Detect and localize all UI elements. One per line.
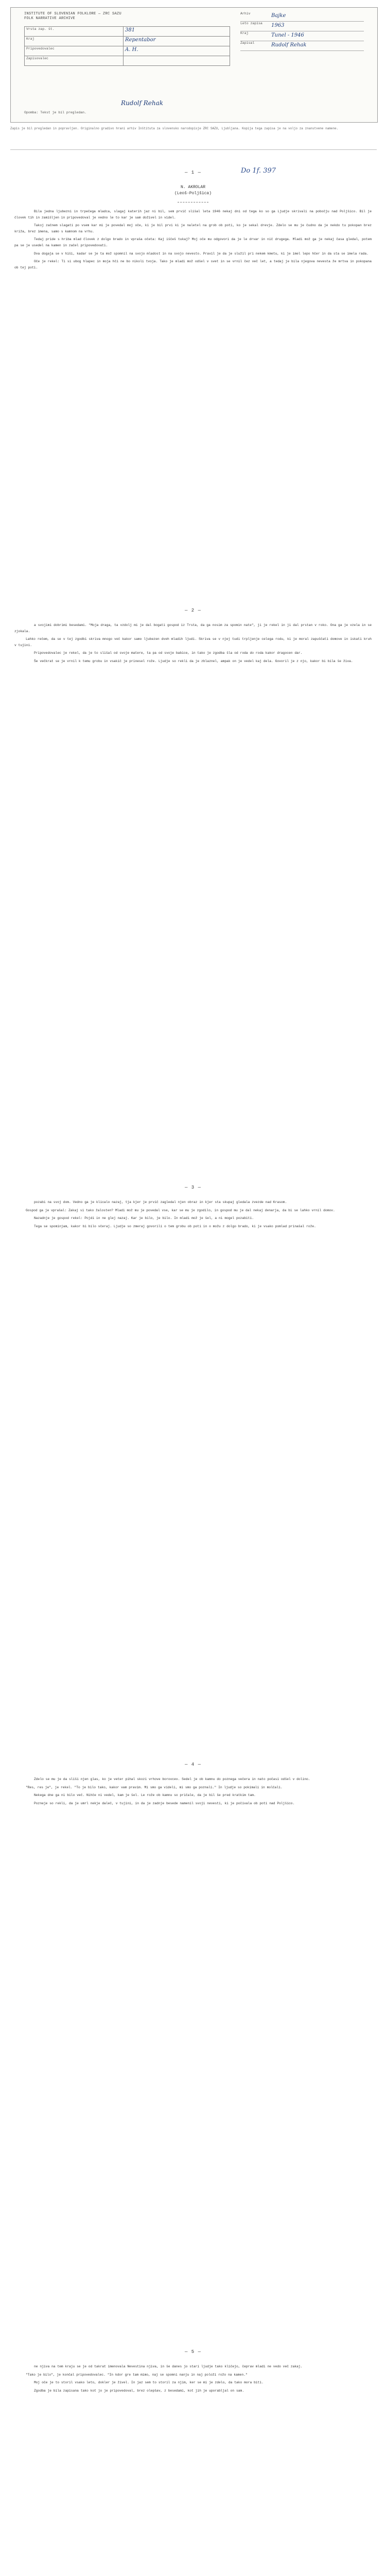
page-number: — 5 —	[184, 2349, 201, 2354]
handwritten-reference: Do 1f. 397	[241, 167, 276, 175]
typescript-page-5	[14, 2349, 372, 2396]
typescript-page-4	[14, 1762, 372, 1808]
card-right-row	[240, 31, 364, 41]
card-right-label: Leto zapisa	[240, 22, 262, 25]
paragraph: Zgodba je bila zapisana tako kot jo je pripovedoval, brez olepšav, z besedami, kot jih je uporabljal on sam.	[34, 2388, 244, 2393]
story-title	[14, 184, 372, 197]
paragraph: Nekega dne ga ni bilo več. Nihče ni vedel, kam je šel. Le rože ob kamnu so pričale, da je bil še pred kratkim tam.	[34, 1793, 256, 1798]
paragraph: pozabi na svoj dom. Vedno ga je klicalo nazaj, tja kjer je prvič zagledal njen obraz in kjer sta skupaj gledala zvezde nad Krasom.	[34, 1200, 287, 1204]
card-right-label: Zapisal	[240, 41, 255, 45]
paragraph: "Tako je bilo", je končal pripovedovalec. "In kdor gre tam mimo, naj se spomni nanju in naj položi rožo na kamen."	[26, 2372, 248, 2377]
card-field-value	[124, 56, 230, 66]
paragraph: Pripovedovalec je rekel, da je to slišal od svoje matere, ta pa od svoje babice, in tako je zgodba šla od roda do roda kakor dragocen dar.	[34, 651, 303, 655]
paragraph: a svojimi dobrimi besedami. "Moja draga, ta vzdolj mi je dal bogati gospod iz Trsta, da ga nosim za spomin nate", ji je rekel in ji dal prstan v roko. Ona ga je vzela in se zjokala.	[14, 623, 372, 633]
card-field-label: Pripovedovalec	[25, 46, 124, 56]
card-field-row	[25, 56, 230, 66]
paragraph: Moj oče je to storil vsako leto, dokler je živel. In jaz sem to storil za njim, ker se mi je zdelo, da tako mora biti.	[34, 2381, 264, 2385]
paragraph: Nazadnje je gospod rekel: Pojdi in ne glej nazaj. Kar je bilo, je bilo. In mladi mož je šel, a ni mogel pozabiti.	[34, 1216, 254, 1221]
paragraph: "Res, res je", je rekel. "To je bilo tako, kakor vam pravim. Mi smo ga videli, mi smo ga poznali." In ljudje so pokimali in molčali.	[26, 1785, 283, 1789]
card-right-row	[240, 22, 364, 31]
card-footer: Opomba: Tekst je bil pregledan.	[24, 111, 86, 114]
paragraph: Takoj začnem slagati po vsem kar mi je povedal moj oče, ki je bil prvi ki je naletel na grob ob poti, ko je sekal drevje. Zdelo se mu je čudno da je nekdo tu pokopan brez križa, brez imena, samo s kamnom na vrhu.	[14, 224, 372, 233]
page-number: — 2 —	[184, 608, 201, 613]
card-field-label: Zapisovalec	[25, 56, 124, 66]
paragraph: Gospod ga je vprašal: Zakaj si tako žalosten? Mladi mož mu je povedal vse, kar se mu je zgodilo, in gospod mu je dal nekaj denarja, da bi se lahko vrnil domov.	[26, 1208, 335, 1212]
paragraph: Lahko rečem, da se v tej zgodbi skriva mnogo več kakor samo ljubezen dveh mladih ljudi. Skriva se v njej tudi trpljenje celega rodu, ki je moral zapuščati domove in iskati kruh v tujini.	[14, 637, 372, 647]
card-right-value: 1963	[271, 23, 285, 28]
paragraph: ne njiva na tem kraju se je od takrat imenovala Nevestina njiva, in še danes jo stari ljudje tako kličejo, čeprav mladi ne vedo več zakaj.	[34, 2365, 303, 2368]
card-fields-table	[24, 26, 230, 66]
paragraph: Tega se spominjam, kakor bi bilo včeraj. Ljudje so zmeraj govorili o tem grobu ob poti in o možu z dolgo brado, ki je vsako pomlad prinašal rože.	[34, 1224, 316, 1228]
paragraph: Še večkrat se je vrnil k temu grobu in vsakič je prinesel rože. Ljudje so rekli da je zblaznel, ampak on je vedel kaj dela. Govoril je z njo, kakor bi bila še živa.	[34, 659, 353, 663]
typescript-page-3	[14, 1185, 372, 1231]
card-right-row	[240, 12, 364, 22]
card-right-label: Kraj	[240, 31, 249, 35]
card-right-value: Tunel - 1946	[271, 32, 304, 38]
card-right-row	[240, 41, 364, 51]
card-field-value: A. H.	[124, 46, 230, 56]
card-header-institute: INSTITUTE OF SLOVENIAN FOLKLORE — ZRC SAZU	[24, 12, 122, 16]
card-field-value: 381	[124, 27, 230, 37]
card-field-label: Vrsta zap. št.	[25, 27, 124, 37]
archive-index-card	[10, 7, 378, 123]
typescript-page-2	[14, 608, 372, 667]
page-number: — 4 —	[184, 1762, 201, 1767]
card-signature: Rudolf Rehak	[121, 99, 164, 107]
card-field-row	[25, 37, 230, 46]
paragraph: Dva dogaja se v hiši, kadar se je ta mož spomnil na svojo mladost in na svojo nevesto. Pravil je da je služil pri nekem kmetu, ki je imel lepo hčer in da sta se imela rada.	[34, 251, 369, 256]
card-right-value: Bajke	[271, 13, 286, 19]
paragraph: Tedaj pride s hriba mlad človek z dolgo brado in vpraša očeta: Kaj iščeš tukaj? Moj oče mu odgovori da je le drvar in nič drugega. Mladi mož ga je nekaj časa gledal, potem pa se je usedel na kamen in začel pripovedovati.	[14, 238, 372, 247]
card-right-value: Rudolf Rehak	[271, 42, 307, 48]
paragraph: Zdelo se mu je da sliši njen glas, ko je veter pihal skozi vrhove borovcev. Sedel je ob kamnu do poznega večera in nato počasi odšel v dolino.	[34, 1777, 310, 1781]
card-field-label: Kraj	[25, 37, 124, 46]
page-number: — 3 —	[184, 1185, 201, 1190]
card-right-label: Arhiv	[240, 12, 251, 15]
paragraph: Oče je rekel: Ti si ubog hlapec in moja hči ne bo nikoli tvoja. Tako je mladi mož odšel v svet in se vrnil čez več let, a tedaj je bila njegova nevesta že mrtva in pokopana ob tej poti.	[14, 260, 372, 269]
card-right-column	[240, 12, 364, 51]
paragraph: Pozneje so rekli, da je umrl nekje daleč, v tujini, in da je zadnje besede namenil svoji nevesti, ki je počivala ob poti nad Poljšico.	[34, 1801, 295, 1805]
archive-note-strip: Zapis je bil pregledan in popravljen. Originalno gradivo hrani arhiv Inštituta za slovensko narodopisje ZRC SAZU, Ljubljana. Kopija tega zapisa je na voljo za znanstvene namene.	[10, 127, 377, 150]
card-header-archive: FOLK NARRATIVE ARCHIVE	[24, 16, 76, 21]
page-number: — 1 —	[184, 170, 201, 175]
card-field-value: Repentabor	[124, 37, 230, 46]
story-title-line: (Leoš-Poljšica)	[174, 191, 212, 196]
paragraph: Bila jedna ljubezni in trpečega mladca, slagaj katerih jaz ni bil, sem prvič slišal leta 1946 nekaj dni od tega ko so ga Ljudje skrivali na pobočju nad Poljšico. Bil je človek tih in zamišljen in pripovedoval je vedno le to kar je sam doživel in videl.	[14, 210, 372, 219]
card-header	[24, 12, 121, 21]
card-field-row	[25, 27, 230, 37]
typescript-page-1	[14, 167, 372, 273]
story-title-line: N. AKROLAR	[180, 185, 205, 190]
card-field-row	[25, 46, 230, 56]
